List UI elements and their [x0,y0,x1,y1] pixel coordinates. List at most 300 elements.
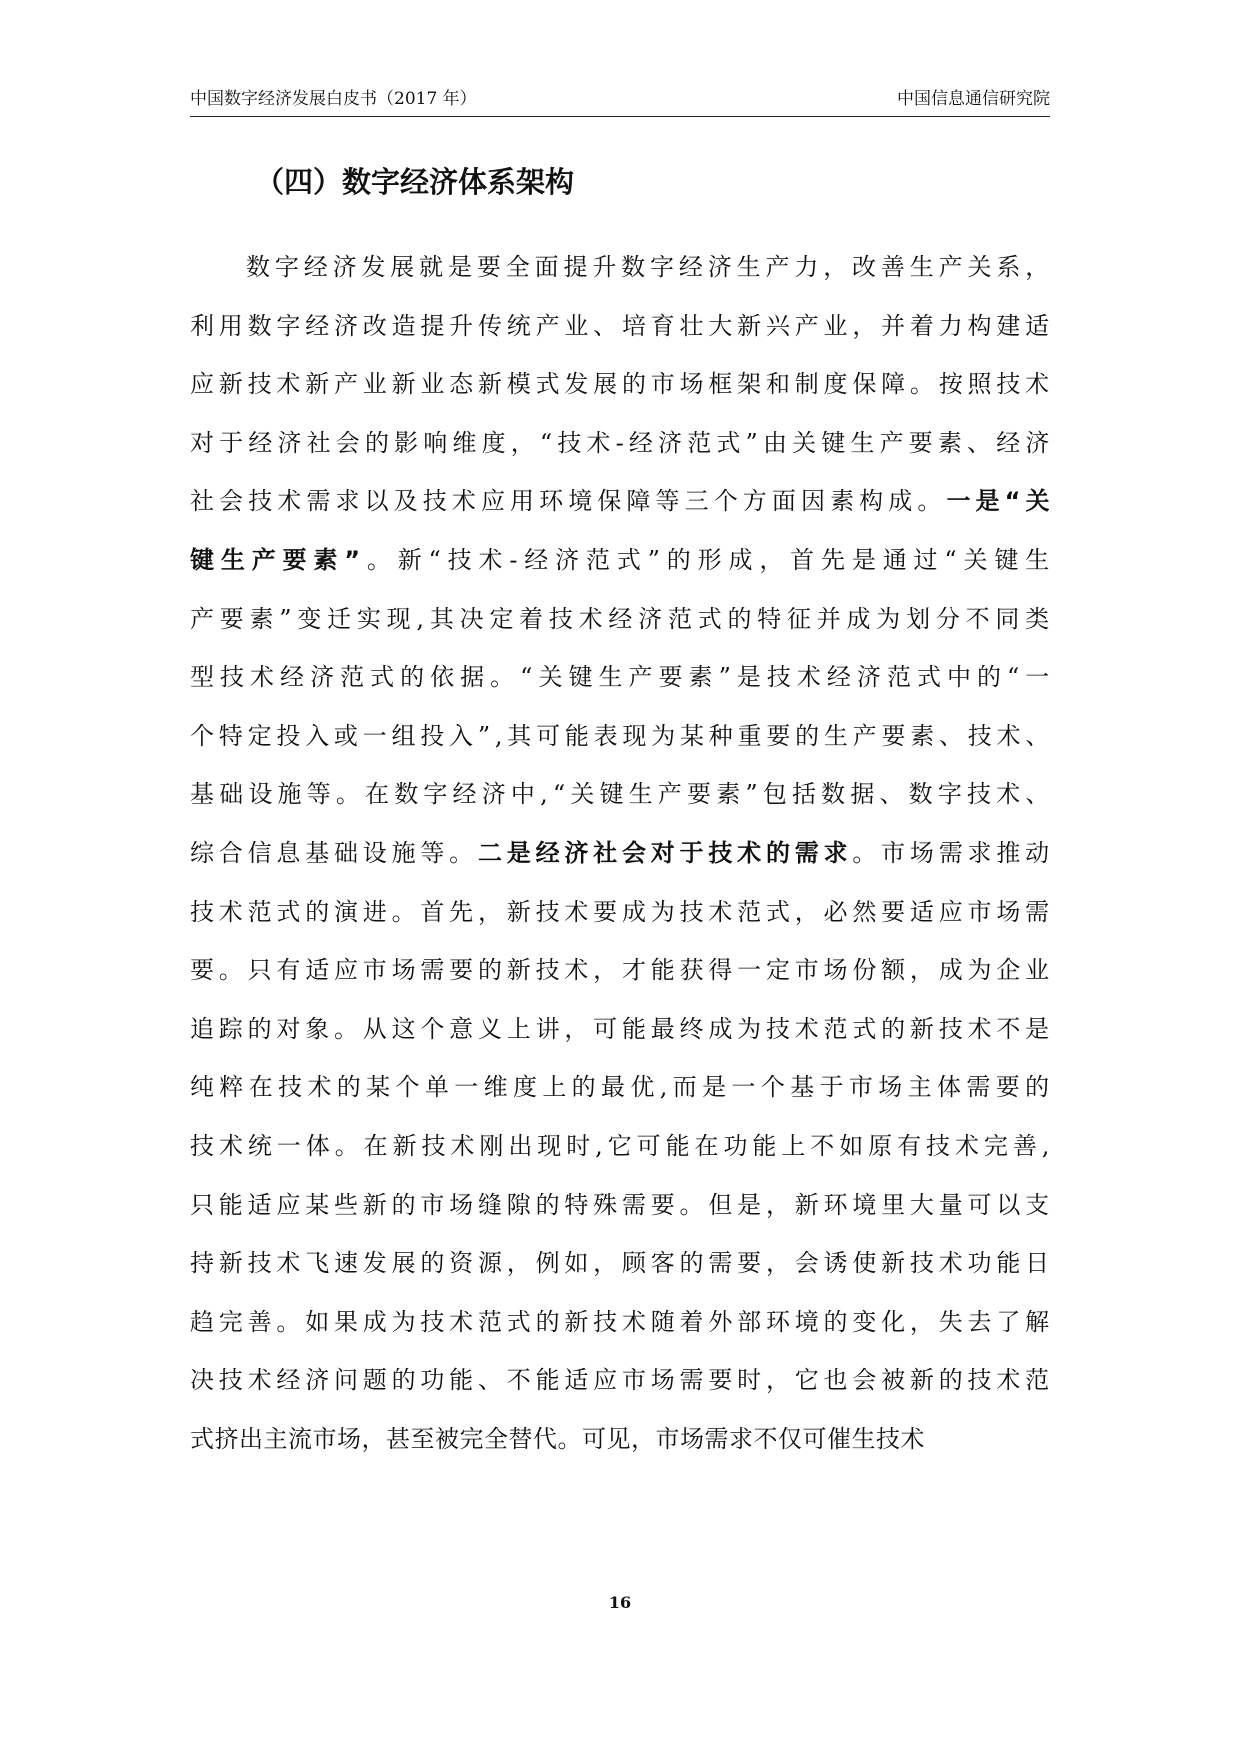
text-char: 力 [938,311,964,340]
text-char: 术 [218,1131,244,1160]
text-char: 外 [708,1307,733,1336]
text-char: 基 [190,780,215,809]
text-char: , [494,721,504,750]
text-char: 素 [716,780,741,809]
text-char: 上 [506,1014,532,1043]
text-char: 形 [697,545,723,574]
text-char: 等 [306,780,332,809]
text-char: 术 [276,370,301,399]
text-char: 术 [996,721,1022,750]
text-char: 新 [362,1190,388,1219]
text-char: 技 [190,897,215,926]
text-char: 升 [592,253,617,281]
text-char: 就 [419,253,444,281]
text-char: ， [593,1249,618,1278]
text-char: 技 [220,663,245,692]
text-char: ， [794,897,820,926]
text-char: 术 [708,897,733,926]
text-char: 基 [790,1073,815,1102]
text-char: “ [428,545,442,574]
text-char: 。 [335,780,361,809]
bold-char: 的 [765,838,791,867]
text-char: 术 [451,487,477,516]
text-char: 特 [757,604,782,633]
text-char: 特 [218,721,244,750]
text-char: 能 [535,1366,561,1395]
text-char: 的 [795,721,820,750]
text-char: 场 [449,1190,474,1219]
text-char: ” [477,721,491,750]
text-char: 为 [651,721,676,750]
text-line [190,355,1050,414]
text-char: ， [506,1249,532,1278]
text-char: 技 [557,428,582,457]
text-char: 是 [448,253,473,281]
text-char: 生 [598,663,623,692]
text-char: 础 [219,780,244,809]
text-char: 资 [449,1249,474,1278]
text-char: 意 [449,1014,474,1043]
text-char: 需 [621,1190,647,1219]
text-char: 面 [771,487,797,516]
text-char: 迁 [327,604,352,633]
text-char: 展 [391,1249,417,1278]
text-char: 缝 [477,1190,503,1219]
text-char: 的 [477,956,503,985]
text-char: 要 [908,428,934,457]
text-char: 全 [505,253,531,281]
text-char: 式 [852,1014,877,1043]
text-char: 架 [737,370,762,399]
text-char: 成 [728,545,753,574]
text-char: 场 [391,956,417,985]
text-char: 济 [638,604,663,633]
bold-char: “ [1004,487,1021,516]
text-char: 技 [247,1249,273,1278]
text-char: 特 [564,1190,589,1219]
text-char: 施 [277,780,303,809]
text-char: 经 [305,311,330,340]
text-char: 技 [909,1249,935,1278]
text-char: 份 [852,956,877,985]
text-char: 场 [337,1424,362,1453]
text-char: 。 [276,1307,301,1336]
text-char: 业 [362,370,388,399]
text-char: 并 [881,311,906,340]
text-char: 境 [568,487,593,516]
text-char: 济 [310,663,335,692]
text-char: 推 [996,838,1021,867]
text-char: 新 [794,1190,820,1219]
text-char: 为 [737,1014,762,1043]
text-char: 以 [996,1190,1021,1219]
text-char: 划 [906,604,931,633]
text-char: 体 [936,1073,962,1102]
text-char: 济 [658,428,683,457]
text-char: , [540,780,549,809]
text-line [190,472,1050,531]
text-char: 要 [593,897,618,926]
text-char: 技 [996,370,1021,399]
text-char: 、 [477,1366,503,1395]
text-char: 据 [850,780,875,809]
text-char: 场 [679,370,705,399]
text-char: 和 [765,370,791,399]
text-char: 完 [218,1307,244,1336]
text-char: 技 [422,487,448,516]
text-char: 殊 [593,1190,618,1219]
text-char: 场 [996,897,1021,926]
text-char: 产 [190,604,215,633]
text-char: 度 [823,370,849,399]
text-char: 新 [477,370,503,399]
text-char: 态 [449,370,474,399]
text-char: 源 [477,1249,503,1278]
text-char: 上 [781,1131,806,1160]
text-char: 力 [794,253,819,281]
text-char: 场 [680,1424,705,1453]
text-char: “ [944,545,958,574]
bold-char: 是 [506,838,532,867]
text-char: 需 [1025,897,1050,926]
text-char: 术 [250,663,275,692]
text-char: 要 [708,1366,733,1395]
text-char: ” [279,604,293,633]
text-char: , [1041,1131,1050,1160]
text-line [190,590,1050,649]
text-char: 应 [480,487,506,516]
text-char: 素 [910,721,935,750]
text-char: 会 [852,1366,877,1395]
text-char: 不 [996,1014,1021,1043]
text-char: 式 [765,897,791,926]
text-char: ， [593,956,618,985]
text-char: ” [745,780,759,809]
text-char: “ [520,663,533,692]
text-char: 产 [794,311,820,340]
text-char: 踪 [218,1014,244,1043]
text-line [190,1000,1050,1059]
text-char: 要 [658,663,684,692]
text-char: 是 [851,545,877,574]
text-char: , [659,1073,668,1102]
text-char: - [509,545,518,574]
text-char: 时 [737,1366,762,1395]
text-char: 过 [913,545,939,574]
text-char: 其 [429,604,455,633]
text-char: 统 [506,311,532,340]
text-char: 新 [881,1249,906,1278]
text-char: 一 [276,1131,302,1160]
text-char: 。 [490,663,515,692]
text-char: 场 [650,1366,676,1395]
text-char: 是 [1025,1014,1050,1043]
text-char: 技 [447,545,473,574]
text-char: 完 [983,1131,1009,1160]
text-char: 需 [704,1424,729,1453]
text-char: 的 [247,1014,273,1043]
text-char: ， [510,428,536,457]
text-char: 模 [506,370,532,399]
text-char: 日 [1025,1249,1050,1278]
text-char: 量 [938,1190,964,1219]
text-char: 经 [248,428,273,457]
text-char: 有 [276,956,301,985]
text-char: 的 [391,1190,417,1219]
text-char: 只 [247,956,273,985]
text-char: 业 [823,311,849,340]
text-char: 、 [593,311,618,340]
text-char: 需 [966,1073,991,1102]
text-char: 术 [621,1307,647,1336]
text-char: 维 [483,1073,509,1102]
text-char: 首 [420,897,445,926]
text-char: 飞 [305,1249,330,1278]
text-char: 数 [908,780,934,809]
text-char: 新 [506,956,532,985]
text-char: 果 [333,1307,359,1336]
text-char: 产 [535,311,561,340]
text-char: 技 [535,897,561,926]
text-char: 术 [586,428,611,457]
text-char: 的 [305,897,330,926]
text-char: ， [765,1249,791,1278]
text-char: 要 [687,780,712,809]
text-char: 市 [794,956,820,985]
text-char: 能 [621,1014,647,1043]
text-char: ， [765,1366,791,1395]
text-char: 流 [288,1424,313,1453]
text-char: 术 [247,1366,273,1395]
text-char: 见 [606,1424,631,1453]
bold-char: ” [344,545,361,574]
bold-char: 济 [564,838,589,867]
text-char: 善 [1012,1131,1038,1160]
text-char: 环 [823,1190,849,1219]
text-char: 字 [650,253,675,281]
text-char: 键 [821,428,846,457]
text-char: 范 [737,897,762,926]
text-char: 获 [679,956,705,985]
text-char: 新 [218,370,244,399]
text-char: 市 [848,1073,874,1102]
text-char: 三 [684,487,710,516]
text-char: 能 [650,956,676,985]
text-char: 可 [593,1014,618,1043]
text-char: 要 [766,721,791,750]
text-char: 式 [697,604,723,633]
text-line [190,707,1050,766]
text-char: 技 [278,1073,303,1102]
text-char: 构 [967,311,993,340]
text-char: 大 [708,311,733,340]
text-char: 、 [1025,780,1050,809]
text-char: 范 [340,663,365,692]
text-char: 对 [190,428,215,457]
text-char: 首 [790,545,815,574]
text-char: 可 [582,1424,607,1453]
text-line [190,297,1050,356]
text-char: 术 [307,1073,332,1102]
text-line [190,1176,1050,1235]
text-char: 框 [708,370,733,399]
text-char: 的 [364,428,390,457]
text-char: 制 [794,370,820,399]
text-char: 术 [796,663,822,692]
text-char: 式 [716,428,741,457]
text-char: 经 [628,428,654,457]
text-char: 技 [593,1307,618,1336]
text-char: 键 [568,663,593,692]
text-char: ， [823,253,848,281]
text-char: 如 [305,1307,330,1336]
text-char: 可 [636,1131,662,1160]
text-char: 括 [791,780,817,809]
bold-char: 术 [737,838,762,867]
text-char: ， [765,1190,791,1219]
text-char: 依 [430,663,455,692]
text-char: 。 [366,545,392,574]
text-char: 环 [765,1307,791,1336]
text-char: 范 [477,1307,503,1336]
text-char: 等 [420,838,445,867]
text-char: 术 [564,956,589,985]
text-char: 等 [655,487,680,516]
text-char: 系 [996,253,1021,281]
text-char: 济 [277,428,302,457]
bold-char: 素 [313,545,338,574]
text-char: 会 [219,487,244,516]
text-char: 功 [967,1249,993,1278]
text-char: 要 [449,956,474,985]
text-char: 业 [420,370,445,399]
text-char: 才 [621,956,647,985]
text-char: ， [564,1014,589,1043]
text-line [190,414,1050,473]
text-char: 至 [410,1424,435,1453]
text-char: 济 [1025,428,1050,457]
text-char: 境 [794,1307,820,1336]
text-char: 术 [450,1131,475,1160]
text-char: 投 [420,721,445,750]
text-char: 部 [737,1307,762,1336]
text-char: 市 [420,1190,445,1219]
text-char: 环 [539,487,564,516]
text-char: 度 [481,428,507,457]
text-line [190,648,1050,707]
text-char: 代 [533,1424,558,1453]
text-char: 技 [967,721,993,750]
text-char: 壮 [679,311,705,340]
text-char: 在 [248,1073,274,1102]
text-char: 升 [449,311,474,340]
text-char: 适 [909,897,935,926]
text-char: 式 [370,663,395,692]
bold-char: 技 [708,838,733,867]
text-char: 是 [702,1073,727,1102]
text-char: 范 [823,1014,849,1043]
text-char: 技 [967,1366,993,1395]
text-char: 追 [190,1014,215,1043]
text-char: 数 [621,253,646,281]
text-char: 需 [306,487,331,516]
text-char: 。 [449,838,474,867]
text-char: 造 [391,311,417,340]
text-char: 全 [484,1424,509,1453]
text-char: 能 [218,1190,244,1219]
text-char: 的 [391,1366,417,1395]
text-line [190,1293,1050,1352]
text-char: 动 [1025,838,1050,867]
text-char: 素 [249,604,275,633]
text-char: 的 [400,663,425,692]
text-char: 产 [852,721,878,750]
text-char: 场 [909,838,935,867]
text-char: 适 [1025,311,1050,340]
text-char: 基 [305,838,330,867]
text-char: 类 [1025,604,1050,633]
text-char: 的 [336,1073,362,1102]
bold-char: 键 [190,545,215,574]
text-char: 技 [248,487,273,516]
text-char: 生 [1025,545,1050,574]
text-char: 数 [394,780,419,809]
text-char: 术 [996,1366,1021,1395]
text-char: 市 [621,1366,647,1395]
text-char: 展 [390,253,415,281]
text-char: 、 [1025,721,1050,750]
text-char: 被 [881,1366,906,1395]
text-char: 术 [954,1131,980,1160]
text-line [190,1410,1050,1469]
text-char: 着 [679,1307,705,1336]
text-char: 个 [713,487,739,516]
text-char: ， [1025,253,1050,281]
text-char: 例 [535,1249,561,1278]
text-char: 需 [420,956,445,985]
text-char: 持 [190,1249,215,1278]
text-char: 应 [333,956,359,985]
text-char: 在 [363,1131,389,1160]
text-line [190,941,1050,1000]
text-char: 素 [830,487,855,516]
text-char: 合 [218,838,244,867]
text-char: 的 [420,1249,445,1278]
text-char: 成 [888,487,913,516]
text-line [190,824,1050,883]
text-char: 分 [935,604,961,633]
text-char: 顾 [621,1249,647,1278]
text-char: ” [647,545,661,574]
text-char: 关 [792,428,817,457]
text-char: 功 [723,1131,748,1160]
text-char: 关 [967,253,992,281]
text-char: ， [759,545,784,574]
text-char: 技 [679,897,705,926]
text-char: 一 [731,1073,756,1102]
text-char: 济 [332,253,358,281]
text-char: 因 [800,487,826,516]
text-char: 需 [938,838,964,867]
text-char: 体 [305,1131,331,1160]
text-char: 是 [737,1190,762,1219]
text-char: 经 [826,663,852,692]
text-char: 进 [362,897,388,926]
bold-char: 关 [1025,487,1050,516]
text-char: 市 [312,1424,337,1453]
text-char: 术 [564,897,589,926]
text-char: 对 [276,1014,301,1043]
